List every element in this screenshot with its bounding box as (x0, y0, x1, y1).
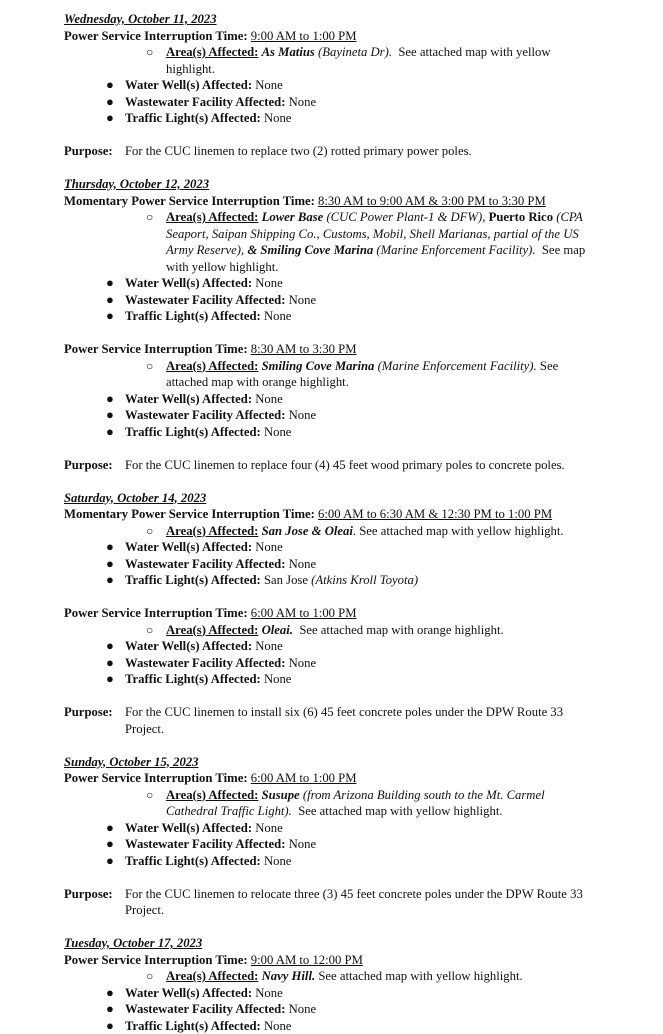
water-well-item (64, 539, 596, 556)
water-well-value: None (255, 639, 282, 653)
traffic-light-label: Traffic Light(s) Affected: (125, 854, 261, 868)
momentary-time-value: 8:30 AM to 9:00 AM & 3:00 PM to 3:30 PM (318, 194, 546, 208)
area-name: Lower Base (262, 210, 324, 224)
traffic-light-label: Traffic Light(s) Affected: (125, 425, 261, 439)
hollow-bullet-icon: ○ (146, 209, 153, 226)
interruption-time-line (64, 341, 596, 358)
bullet-icon: ● (106, 671, 114, 688)
traffic-light-value: None (264, 309, 291, 323)
area-affected-item (64, 787, 596, 820)
traffic-light-item (64, 853, 596, 870)
water-well-label: Water Well(s) Affected: (125, 986, 252, 1000)
hollow-bullet-icon: ○ (146, 787, 153, 804)
area-affected-item (64, 622, 596, 639)
water-well-item (64, 275, 596, 292)
traffic-light-label: Traffic Light(s) Affected: (125, 1019, 261, 1033)
area-label: Area(s) Affected: (166, 210, 258, 224)
purpose-text: For the CUC linemen to replace four (4) 45 feet wood primary poles to concrete poles. (125, 458, 565, 472)
hollow-bullet-icon: ○ (146, 358, 153, 375)
bullet-icon: ● (106, 655, 114, 672)
wastewater-value: None (289, 557, 316, 571)
area-label: Area(s) Affected: (166, 359, 258, 373)
section-oct-11 (64, 11, 596, 176)
area-detail: (from Arizona Building south to the Mt. Carmel Cathedral Traffic Light). (166, 788, 545, 819)
area-label: Area(s) Affected: (166, 969, 258, 983)
hollow-bullet-icon: ○ (146, 968, 153, 985)
traffic-light-item (64, 308, 596, 325)
purpose-text: For the CUC linemen to replace two (2) rotted primary power poles. (125, 144, 472, 158)
bullet-icon: ● (106, 1018, 114, 1034)
area-affected-item (64, 44, 596, 77)
bullet-icon: ● (106, 308, 114, 325)
water-well-label: Water Well(s) Affected: (125, 78, 252, 92)
wastewater-value: None (289, 1002, 316, 1016)
traffic-light-label: Traffic Light(s) Affected: (125, 573, 261, 587)
traffic-light-value: None (264, 425, 291, 439)
interruption-time-line (64, 28, 596, 45)
water-well-label: Water Well(s) Affected: (125, 276, 252, 290)
section-date: Saturday, October 14, 2023 (64, 490, 596, 507)
area-detail: (Marine Enforcement Facility). (378, 359, 537, 373)
section-date: Wednesday, October 11, 2023 (64, 11, 596, 28)
area-detail: (Marine Enforcement Facility). (376, 243, 535, 257)
area-name: Navy Hill. (262, 969, 316, 983)
interruption-time-value: 6:00 AM to 1:00 PM (251, 606, 357, 620)
area-detail: (Bayineta Dr). (318, 45, 392, 59)
section-oct-17 (64, 935, 596, 1034)
wastewater-value: None (289, 408, 316, 422)
momentary-time-value: 6:00 AM to 6:30 AM & 12:30 PM to 1:00 PM (318, 507, 552, 521)
bullet-icon: ● (106, 820, 114, 837)
traffic-light-detail: (Atkins Kroll Toyota) (311, 573, 418, 587)
water-well-label: Water Well(s) Affected: (125, 639, 252, 653)
water-well-item (64, 820, 596, 837)
water-well-value: None (255, 821, 282, 835)
area-note: See attached map with yellow highlight. (318, 969, 522, 983)
purpose-label: Purpose: (64, 886, 113, 903)
water-well-item (64, 985, 596, 1002)
water-well-item (64, 638, 596, 655)
section-oct-15 (64, 754, 596, 936)
section-date: Thursday, October 12, 2023 (64, 176, 596, 193)
water-well-value: None (255, 276, 282, 290)
area-label: Area(s) Affected: (166, 524, 258, 538)
interruption-time-value: 6:00 AM to 1:00 PM (251, 771, 357, 785)
bullet-icon: ● (106, 407, 114, 424)
bullet-icon: ● (106, 572, 114, 589)
traffic-light-value: None (264, 672, 291, 686)
hollow-bullet-icon: ○ (146, 44, 153, 61)
purpose-text: For the CUC linemen to relocate three (3) 45 feet concrete poles under the DPW Route 33 Project. (125, 887, 583, 918)
wastewater-item (64, 655, 596, 672)
traffic-light-item (64, 1018, 596, 1034)
traffic-light-value: None (264, 854, 291, 868)
area-note: See attached map with orange highlight. (166, 359, 558, 390)
traffic-light-label: Traffic Light(s) Affected: (125, 672, 261, 686)
area-name: & Smiling Cove Marina (247, 243, 373, 257)
section-date: Tuesday, October 17, 2023 (64, 935, 596, 952)
area-label: Area(s) Affected: (166, 623, 258, 637)
interruption-time-line (64, 605, 596, 622)
momentary-interruption-time-line (64, 193, 596, 210)
traffic-light-label: Traffic Light(s) Affected: (125, 309, 261, 323)
area-note: . See attached map with yellow highlight. (353, 524, 564, 538)
hollow-bullet-icon: ○ (146, 622, 153, 639)
interruption-time-line (64, 770, 596, 787)
wastewater-label: Wastewater Facility Affected: (125, 837, 285, 851)
area-note: See attached map with yellow highlight. (166, 45, 551, 76)
wastewater-item (64, 292, 596, 309)
area-name: Puerto Rico (489, 210, 553, 224)
area-name: As Matius (262, 45, 315, 59)
bullet-icon: ● (106, 77, 114, 94)
wastewater-label: Wastewater Facility Affected: (125, 293, 285, 307)
water-well-value: None (255, 540, 282, 554)
bullet-icon: ● (106, 853, 114, 870)
wastewater-value: None (289, 293, 316, 307)
water-well-label: Water Well(s) Affected: (125, 821, 252, 835)
wastewater-value: None (289, 95, 316, 109)
interruption-time-value: 9:00 AM to 1:00 PM (251, 29, 357, 43)
bullet-icon: ● (106, 292, 114, 309)
interruption-time-label: Power Service Interruption Time: (64, 342, 248, 356)
water-well-label: Water Well(s) Affected: (125, 540, 252, 554)
bullet-icon: ● (106, 556, 114, 573)
water-well-item (64, 391, 596, 408)
interruption-time-label: Power Service Interruption Time: (64, 606, 248, 620)
interruption-time-value: 8:30 AM to 3:30 PM (251, 342, 357, 356)
wastewater-item (64, 94, 596, 111)
area-note: See attached map with yellow highlight. (298, 804, 502, 818)
area-affected-item (64, 968, 596, 985)
wastewater-value: None (289, 837, 316, 851)
bullet-icon: ● (106, 94, 114, 111)
area-name: Smiling Cove Marina (262, 359, 375, 373)
area-affected-item (64, 209, 596, 275)
purpose-paragraph (64, 886, 596, 919)
hollow-bullet-icon: ○ (146, 523, 153, 540)
wastewater-item (64, 1001, 596, 1018)
wastewater-label: Wastewater Facility Affected: (125, 656, 285, 670)
section-oct-14 (64, 490, 596, 754)
bullet-icon: ● (106, 1001, 114, 1018)
bullet-icon: ● (106, 391, 114, 408)
water-well-value: None (255, 986, 282, 1000)
document-page (64, 11, 596, 1034)
section-date: Sunday, October 15, 2023 (64, 754, 596, 771)
water-well-label: Water Well(s) Affected: (125, 392, 252, 406)
bullet-icon: ● (106, 539, 114, 556)
wastewater-item (64, 556, 596, 573)
purpose-paragraph (64, 457, 596, 474)
area-detail: (CUC Power Plant-1 & DFW), (326, 210, 485, 224)
area-affected-item (64, 358, 596, 391)
area-detail: (CPA Seaport, Saipan Shipping Co., Customs, Mobil, Shell Marianas, partial of the US Army Reserve), (166, 210, 583, 257)
wastewater-label: Wastewater Facility Affected: (125, 95, 285, 109)
traffic-light-item (64, 572, 596, 589)
traffic-light-item (64, 671, 596, 688)
bullet-icon: ● (106, 836, 114, 853)
bullet-icon: ● (106, 638, 114, 655)
water-well-value: None (255, 392, 282, 406)
area-label: Area(s) Affected: (166, 788, 258, 802)
purpose-label: Purpose: (64, 704, 113, 721)
bullet-icon: ● (106, 275, 114, 292)
area-name: Oleai. (262, 623, 293, 637)
water-well-value: None (255, 78, 282, 92)
bullet-icon: ● (106, 424, 114, 441)
interruption-time-line (64, 952, 596, 969)
purpose-paragraph (64, 143, 596, 160)
water-well-item (64, 77, 596, 94)
momentary-interruption-time-line (64, 506, 596, 523)
momentary-time-label: Momentary Power Service Interruption Time: (64, 194, 315, 208)
wastewater-item (64, 836, 596, 853)
traffic-light-value: None (264, 111, 291, 125)
area-name: Susupe (262, 788, 300, 802)
purpose-label: Purpose: (64, 143, 113, 160)
area-name: San Jose & Oleai (262, 524, 353, 538)
wastewater-item (64, 407, 596, 424)
section-oct-12 (64, 176, 596, 490)
traffic-light-value: San Jose (264, 573, 308, 587)
traffic-light-label: Traffic Light(s) Affected: (125, 111, 261, 125)
area-label: Area(s) Affected: (166, 45, 258, 59)
traffic-light-item (64, 110, 596, 127)
traffic-light-value: None (264, 1019, 291, 1033)
bullet-icon: ● (106, 985, 114, 1002)
wastewater-label: Wastewater Facility Affected: (125, 557, 285, 571)
interruption-time-value: 9:00 AM to 12:00 PM (251, 953, 363, 967)
wastewater-label: Wastewater Facility Affected: (125, 1002, 285, 1016)
bullet-icon: ● (106, 110, 114, 127)
purpose-label: Purpose: (64, 457, 113, 474)
interruption-time-label: Power Service Interruption Time: (64, 29, 248, 43)
wastewater-label: Wastewater Facility Affected: (125, 408, 285, 422)
wastewater-value: None (289, 656, 316, 670)
purpose-text: For the CUC linemen to install six (6) 45 feet concrete poles under the DPW Route 33 Project. (125, 705, 563, 736)
interruption-time-label: Power Service Interruption Time: (64, 953, 248, 967)
momentary-time-label: Momentary Power Service Interruption Time: (64, 507, 315, 521)
traffic-light-item (64, 424, 596, 441)
area-affected-item (64, 523, 596, 540)
interruption-time-label: Power Service Interruption Time: (64, 771, 248, 785)
area-note: See attached map with orange highlight. (299, 623, 503, 637)
area-note: See map with yellow highlight. (166, 243, 585, 274)
purpose-paragraph (64, 704, 596, 737)
